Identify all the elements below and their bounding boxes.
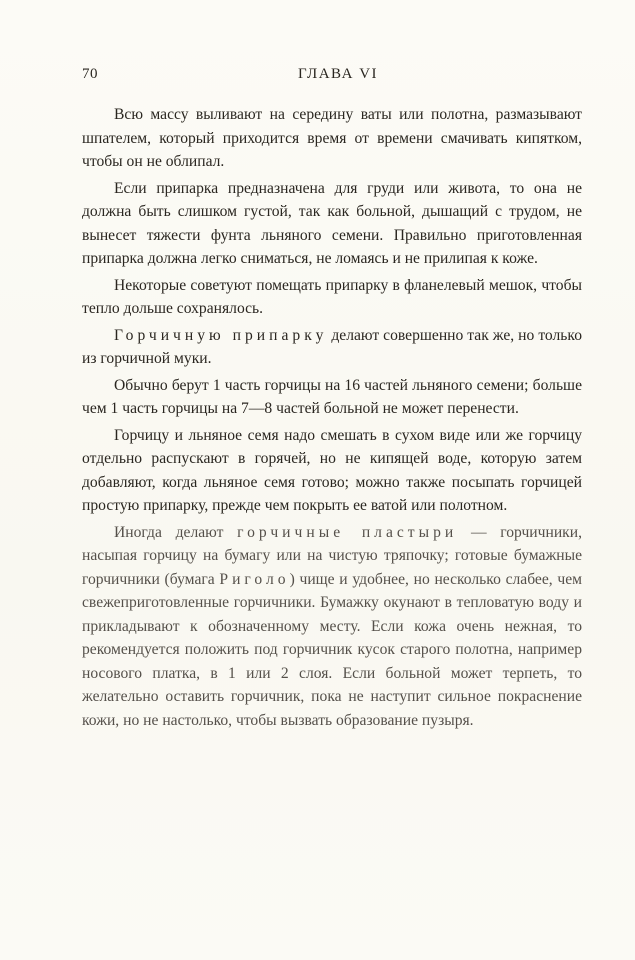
running-head — [82, 66, 582, 86]
spaced-term-mustard-plasters: горчичные пластыри — [237, 523, 458, 541]
paragraph-pouring-mass: Всю массу выливают на середину ваты или полотна, размазывают шпателем, который приходится время от времени смачивать кипятком, чтобы он не облипал. — [82, 106, 582, 170]
paragraph-text: Иногда делают — [114, 523, 238, 541]
paragraph-text: ) чище и удобнее, но несколько слабее, чем свежеприготовленные горчичники. Бумажку окунают в тепловатую воду и прикладывают к обозначенному месту. Если кожа очень нежная, то рекомендуется положить под горчичник кусок старого полотна, например носового платка, в 1 или 2 слоя. Если больной может терпеть, то желательно оставить горчичник, пока не наступит сильное покраснение кожи, но не настолько, чтобы вызвать образование пузыря. — [82, 570, 582, 729]
paragraph-mixing: Горчицу и льняное семя надо смешать в сухом виде или же горчицу отдельно распускают в горячей, но не кипящей воде, которую затем добавляют, когда льняное семя готово; можно также посыпать горчицей простую припарку, прежде чем покрыть ее ватой или полотном. — [82, 426, 582, 514]
paragraph-chest-poultice: Если припарка предназначена для груди или живота, то она не должна быть слишком густой, так как больной, дышащий с трудом, не вынесет тяжести фунта льняного семени. Правильно приготовленная припарка должна легко сниматься, не ломаясь и не прилипая к коже. — [82, 179, 582, 267]
paragraph-mustard-plasters — [82, 521, 582, 733]
paragraph-proportions: Обычно берут 1 часть горчицы на 16 частей льняного семени; больше чем 1 часть горчицы на 7—8 частей больной не может перенести. — [82, 376, 582, 417]
paragraph-mustard-poultice — [82, 324, 582, 371]
paragraph-text: делают совершенно так же, но только из горчичной муки. — [82, 326, 582, 367]
paragraph-text: — горчичники, насыпая горчицу на бумагу или на чистую тряпочку; готовые бумажные горчичники (бумага — [82, 523, 582, 588]
chapter-title: ГЛАВА VI — [298, 66, 379, 82]
body-text — [82, 103, 582, 735]
spaced-term-mustard-poultice: Горчичную припарку — [114, 326, 328, 344]
page-number: 70 — [82, 66, 98, 82]
spaced-term-rigolo: Риголо — [219, 570, 290, 588]
paragraph-flannel-bag: Некоторые советуют помещать припарку в фланелевый мешок, чтобы тепло дольше сохранялось. — [82, 276, 582, 317]
